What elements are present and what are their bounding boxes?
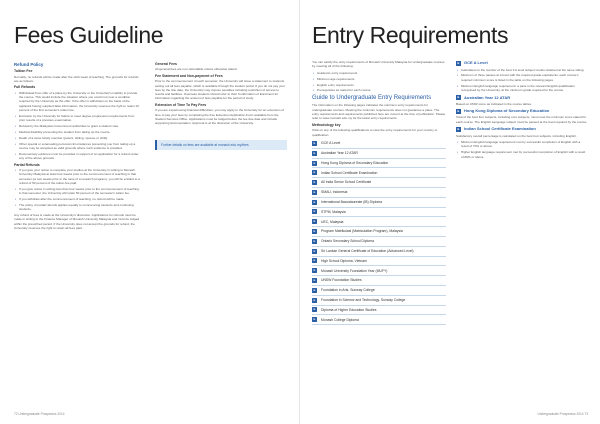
full-refunds-list	[14, 91, 141, 161]
list-item: • Calculated on the number of the best 3 A level subject results obtained at the same sitting.	[456, 68, 588, 72]
arrow-right-icon: ▸	[313, 180, 316, 185]
arrow-right-icon: ▸	[457, 127, 460, 132]
qualification-link[interactable]: ▸ International Baccalaureate (IB) Diploma	[312, 198, 446, 208]
list-item: • Minimum English language requirement met by successful completion of English with a result of 70% or above.	[456, 140, 588, 149]
footer-right: Undergraduate Prospectus 2014 73	[537, 412, 588, 416]
partial-refunds-heading: Partial Refunds	[14, 162, 40, 167]
general-fees-heading: General Fees	[155, 62, 177, 66]
list-item: • If you give notice in writing less than four weeks prior to the commencement of teaching in that semester, the University will retain 50 percent of the semester's tuition fee.	[14, 187, 141, 196]
arrow-right-icon: ▸	[313, 229, 316, 234]
qualification-link[interactable]: ▸ UNSW Foundation Studies	[312, 276, 446, 286]
qualification-link[interactable]: ▸ Foundation in Arts, Sunway College	[312, 286, 446, 296]
hk-text: Total of the best four subjects, including core subjects, must meet the minimum score stated for each course. The English Language subject must be passed at the level required by the course.	[456, 115, 588, 124]
arrow-right-icon: ▸	[313, 170, 316, 175]
gce-list	[456, 68, 588, 93]
qualification-link[interactable]: ▸ Ontario Secondary School Diploma	[312, 237, 446, 247]
arrow-right-icon: ▸	[313, 150, 316, 155]
qualification-link[interactable]: ▸ Australian Year 12 ATAR	[312, 149, 446, 159]
atar-text: Based on ATAR score as indicated in the course tables.	[456, 101, 532, 106]
qualification-link[interactable]: ▸ UEC, Malaysia	[312, 217, 446, 227]
isc-text: Satisfactory overall percentage is calculated on the best four subjects, including English.	[456, 133, 577, 138]
qualification-link[interactable]: ▸ Monash University Foundation Year (MUFY)	[312, 266, 446, 276]
gce-section-heading: ▸ GCE A Level	[457, 60, 488, 66]
arrow-right-icon: ▸	[457, 108, 460, 113]
list-item: • Medical disability preventing the student from taking up the course.	[14, 130, 141, 134]
isc-list	[456, 140, 588, 159]
refund-heading: Refund Policy	[14, 62, 44, 67]
refund-column	[14, 60, 141, 232]
methodology-heading: Methodology key	[312, 122, 341, 127]
arrow-right-icon: ▸	[313, 160, 316, 165]
list-item: • Higher English language requirement met by successful completion of English with a result of 80% or above.	[456, 150, 588, 159]
arrow-right-icon: ▸	[313, 258, 316, 263]
list-item: • Exclusion by the University for failure to meet degree progression requirements from prior results of a previous examination.	[14, 114, 141, 123]
qualification-link[interactable]: ▸ Diploma of Higher Education Studies	[312, 306, 446, 316]
qualification-link[interactable]: ▸ Sri Lankan General Certificate of Education (Advanced Level)	[312, 247, 446, 257]
general-fees-text: All general fees are non-refundable unless otherwise stated.	[155, 67, 238, 72]
refund-intro: Normally, no refunds will be made after the sixth week of teaching. The grounds for refunds are as follows:	[14, 74, 139, 83]
arrow-right-icon: ▸	[313, 307, 316, 312]
arrow-right-icon: ▸	[313, 199, 316, 204]
qualification-link[interactable]: ▸ All India Senior School Certificate	[312, 178, 446, 188]
qualification-link[interactable]: ▸ Indian School Certificate Examination	[312, 168, 446, 178]
arrow-right-icon: ▸	[457, 61, 460, 65]
extension-text: If you are experiencing financial difficulties, you may apply to the University for an extension of time to pay your fees by completing the Fee Extension Application Form available from the Student Services Office. Applications must be lodged before the fee due date and include supporting documentation. Approval is at the discretion of the University.	[155, 108, 284, 126]
arrow-right-icon: ▸	[313, 248, 316, 253]
guide-text: The information on the following pages indicates the minimum entry requirements for undergraduate courses. Meeting the minimum requirements does not guarantee a place. The entry requirements and requirements published here are current at the time of publication. Please refer to www.monash.edu.my for the latest entry requirements.	[312, 103, 446, 121]
extension-heading: Extension of Time To Pay Fees	[155, 102, 207, 107]
page-title-entry: Entry Requirements	[312, 22, 509, 48]
list-item: • Death of a close family member (parent, sibling, spouse or child).	[14, 136, 141, 140]
methodology-text: Click on any of the following qualifications to view the entry requirements for your country or qualification.	[312, 128, 438, 137]
arrow-right-icon: ▸	[313, 317, 316, 322]
qualification-link[interactable]: ▸ GCE A Level	[312, 139, 446, 149]
arrow-right-icon: ▸	[457, 95, 460, 100]
list-item: • English entry requirements	[312, 83, 446, 87]
fees-callout[interactable]: Further details on fees are available at monash.edu.my/fees	[155, 140, 287, 150]
qualification-link[interactable]: ▸ SMAU, Indonesia	[312, 188, 446, 198]
refund-closing: Any refund of fees is made at the University's discretion. Applications for refunds must be made in writing to the Finance Manager of Monash University Malaysia and must be lodged within the prescribed period. If the University does not accept the grounds for refund, the University reserves the right to retain all fees paid.	[14, 212, 140, 230]
arrow-right-icon: ▸	[313, 287, 316, 292]
entry-intro-list	[312, 71, 446, 93]
partial-refunds-list	[14, 168, 141, 211]
list-item: • Prerequisites as stated for each course	[312, 88, 446, 92]
footer-left: 72 Undergraduate Prospectus 2014	[14, 412, 65, 416]
tuition-heading: Tuition Fee	[14, 69, 33, 74]
arrow-right-icon: ▸	[313, 209, 316, 214]
list-item: • Documentary evidence must be provided in support of an application for a refund under any of the above grounds.	[14, 152, 141, 161]
qualification-link[interactable]: ▸ Hong Kong Diploma of Secondary Education	[312, 159, 446, 169]
list-item: • Minimum English language requirement: a pass in the relevant English qualification recognised by the University, at the minimum grade required for the course.	[456, 84, 588, 93]
fee-statement-text: Prior to the commencement of each semester, the University will issue a statement to students setting out all fees payable, which is available through the student portal. If you do not pay your fees by the due date, the University may impose penalties including restriction of access to results and facilities. Overseas students should refer to their Confirmation of Enrolment for information regarding the amount of fees payable for the period of study.	[155, 79, 286, 101]
arrow-right-icon: ▸	[313, 278, 316, 283]
list-item: • If you give your notice to complete your studies at the University in writing to Monash University Malaysia at least four weeks prior to the commencement of teaching in that semester (or two weeks prior in the case of a research program), you will be entitled to a refund of 50 percent of the tuition fee paid.	[14, 168, 141, 185]
full-refunds-heading: Full Refunds	[14, 85, 36, 90]
requirements-column	[456, 58, 588, 160]
guide-heading: Guide to Undergraduate Entry Requirements	[312, 94, 432, 101]
list-item: • Refusal by the Malaysian Government authorities to grant a student visa.	[14, 124, 141, 128]
qualification-link[interactable]: ▸ High School Diploma, Vietnam	[312, 257, 446, 267]
isc-section-heading: ▸ Indian School Certificate Examination	[457, 126, 536, 132]
fee-statement-heading: Fee Statement and Non-payment of Fees	[155, 73, 223, 78]
qualification-list	[312, 139, 446, 325]
general-fees-column	[155, 60, 287, 150]
list-item: • Other special or extenuating personal circumstances preventing you from taking up a course may be accepted as valid grounds where such evidence is provided.	[14, 142, 141, 151]
entry-intro: You can satisfy the entry requirements of Monash University Malaysia for undergraduate courses by meeting all of the following:	[312, 60, 445, 69]
entry-intro-column	[312, 60, 446, 325]
right-page	[300, 0, 600, 424]
qualification-link[interactable]: ▸ Monash College Diploma	[312, 315, 446, 325]
arrow-right-icon: ▸	[313, 268, 316, 273]
arrow-right-icon: ▸	[313, 238, 316, 243]
page-title-fees: Fees Guideline	[14, 22, 164, 48]
list-item: • If you withdraw after the commencement of teaching, no refund will be made.	[14, 197, 141, 201]
arrow-right-icon: ▸	[313, 189, 316, 194]
arrow-right-icon: ▸	[313, 140, 316, 145]
arrow-right-icon: ▸	[313, 297, 316, 302]
list-item: • Academic entry requirements	[312, 71, 446, 75]
hk-section-heading: ▸ Hong Kong Diploma of Secondary Education	[457, 108, 550, 114]
qualification-link[interactable]: ▸ STPM, Malaysia	[312, 208, 446, 218]
list-item: • Minimum of three passes at A level with the required grade equivalents; each course's required minimum score is listed in the table on the following pages.	[456, 73, 588, 82]
list-item: • Minimum age requirements	[312, 77, 446, 81]
qualification-link[interactable]: ▸ Foundation in Science and Technology, Sunway College	[312, 296, 446, 306]
arrow-right-icon: ▸	[313, 219, 316, 224]
list-item: • Withdrawal from offer of a place by the University or the University's inability to provide the course. This would include the situation where you could not meet a condition required by the University as the offer. If the offer is withdrawn on the basis of the applicant having supplied false information, the University reserves the right to retain 10 percent of the first semester's tuition fee.	[14, 91, 141, 112]
qualification-link[interactable]: ▸ Program Matrikulasi (Matriculation Program), Malaysia	[312, 227, 446, 237]
list-item: • The policy of partial refunds applies equally to commencing students and continuing students.	[14, 203, 141, 212]
atar-section-heading: ▸ Australian Year 12 ATAR	[457, 94, 511, 100]
